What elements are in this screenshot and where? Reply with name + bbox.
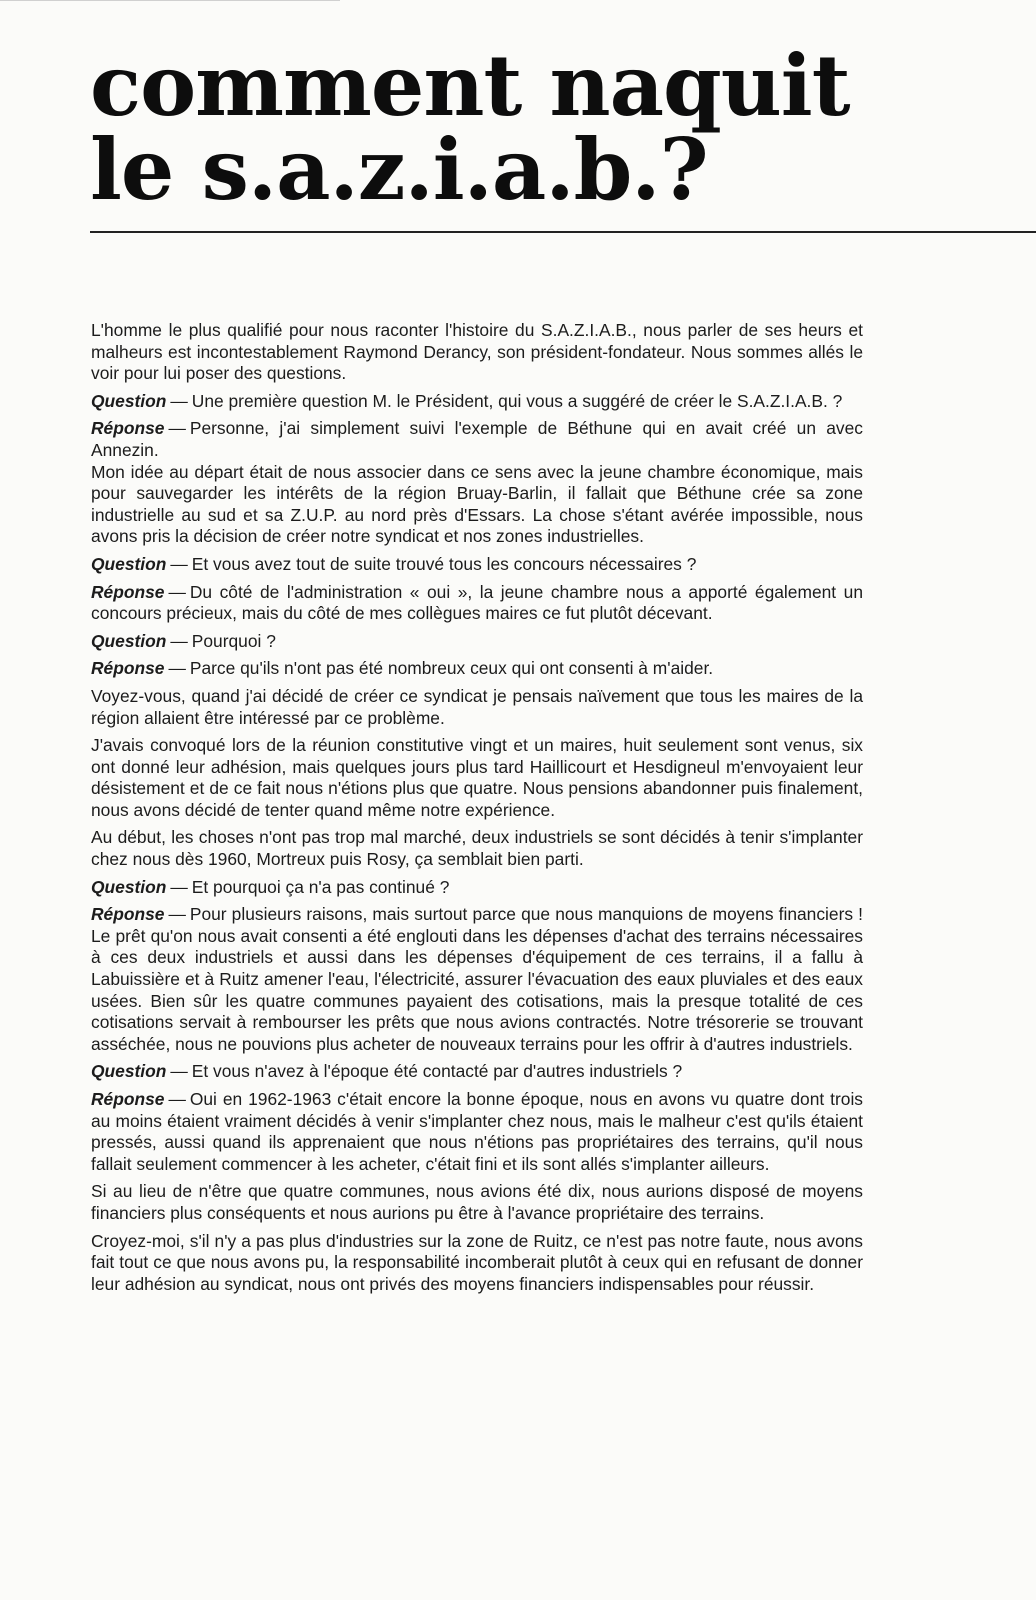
em-dash: — <box>168 1089 186 1109</box>
paragraph-text: Oui en 1962-1963 c'était encore la bonne époque, nous en avons vu quatre dont trois au moins étaient vraiment décidés à venir s'implanter chez nous, mais le malheur c'est qu'ils étaient pressés, aussi quand ils apprenaient que nous n'étions pas propriétaires des terrains, qu'il nous fallait seulement commencer à les acheter, c'était fini et ils sont allés s'implanter ailleurs. <box>91 1089 863 1174</box>
paragraph-text: J'avais convoqué lors de la réunion constitutive vingt et un maires, huit seulement sont venus, six ont donné leur adhésion, mais quelques jours plus tard Haillicourt et Hesdigneul m'envoyaient leur désistement et de ce fait nous n'étions plus que quatre. Nous pensions abandonner puis finalement, nous avons décidé de tenter quand même notre expérience. <box>91 735 863 820</box>
question-label: Question <box>91 553 167 574</box>
paragraph-text: Et pourquoi ça n'a pas continué ? <box>191 876 450 897</box>
paragraph-text: L'homme le plus qualifié pour nous raconter l'histoire du S.A.Z.I.A.B., nous parler de ses heurs et malheurs est incontestablement Raymond Derancy, son président-fondateur. Nous sommes allés le voir pour lui poser des questions. <box>91 320 863 384</box>
paragraph-text: Du côté de l'administration « oui », la jeune chambre nous a apporté également un concours précieux, mais du côté de mes collègues maires ce fut plutôt décevant. <box>91 581 863 624</box>
title-line-1: comment naquit <box>90 36 850 135</box>
question-paragraph <box>91 1061 863 1083</box>
question-label: Question <box>91 630 167 651</box>
title-line-2: le s.a.z.i.a.b.? <box>90 120 708 219</box>
answer-paragraph <box>91 904 863 1055</box>
answer-paragraph <box>91 1089 863 1175</box>
answer-paragraph <box>91 658 863 680</box>
answer-label: Réponse <box>91 904 165 925</box>
em-dash: — <box>168 581 186 602</box>
paragraph-text: Et vous avez tout de suite trouvé tous les concours nécessaires ? <box>191 553 697 574</box>
question-paragraph <box>91 877 863 899</box>
title-divider <box>90 231 1036 233</box>
body-paragraph <box>91 1181 863 1224</box>
answer-label: Réponse <box>91 658 165 679</box>
paragraph-text: Si au lieu de n'être que quatre communes, nous avions été dix, nous aurions disposé de moyens financiers plus conséquents et nous aurions pu être à l'avance propriétaire des terrains. <box>91 1181 863 1223</box>
answer-label: Réponse <box>91 581 165 602</box>
em-dash: — <box>170 390 188 411</box>
body-paragraph <box>91 320 863 385</box>
paragraph-text: Pourquoi ? <box>191 630 276 651</box>
interview-article <box>91 320 863 1301</box>
question-label: Question <box>91 876 167 897</box>
body-paragraph <box>91 462 863 548</box>
em-dash: — <box>170 876 188 897</box>
page-title <box>90 36 850 219</box>
body-paragraph <box>91 827 863 870</box>
answer-paragraph <box>91 418 863 461</box>
em-dash: — <box>168 904 186 925</box>
em-dash: — <box>168 418 186 439</box>
paragraph-text: Croyez-moi, s'il n'y a pas plus d'industries sur la zone de Ruitz, ce n'est pas notre faute, nous avons fait tout ce que nous avons pu, la responsabilité incomberait plutôt à ceux qui en refusant de donner leur adhésion au syndicat, nous ont privés des moyens financiers indispensables pour réussir. <box>91 1230 863 1294</box>
answer-label: Réponse <box>91 1089 165 1109</box>
paragraph-text: Personne, j'ai simplement suivi l'exemple de Béthune qui en avait créé un avec Annezin. <box>91 418 863 460</box>
paragraph-text: Mon idée au départ était de nous associer dans ce sens avec la jeune chambre économique, mais pour sauvegarder les intérêts de la région Bruay-Barlin, il fallait que Béthune crée sa zone industrielle au sud et sa Z.U.P. au nord près d'Essars. La chose s'étant avérée impossible, nous avons pris la décision de créer notre syndicat et nos zones industrielles. <box>91 461 863 547</box>
question-label: Question <box>91 390 167 411</box>
paragraph-text: Parce qu'ils n'ont pas été nombreux ceux qui ont consenti à m'aider. <box>189 658 714 679</box>
paragraph-text: Une première question M. le Président, qui vous a suggéré de créer le S.A.Z.I.A.B. ? <box>191 390 843 411</box>
question-paragraph <box>91 391 863 413</box>
em-dash: — <box>170 1061 188 1082</box>
answer-paragraph <box>91 582 863 625</box>
question-paragraph <box>91 631 863 653</box>
paragraph-text: Et vous n'avez à l'époque été contacté par d'autres industriels ? <box>191 1061 683 1082</box>
paragraph-text: Voyez-vous, quand j'ai décidé de créer ce syndicat je pensais naïvement que tous les maires de la région allaient être intéressé par ce problème. <box>91 685 863 728</box>
paragraph-text: Pour plusieurs raisons, mais surtout parce que nous manquions de moyens financiers ! Le prêt qu'on nous avait consenti a été englouti dans les dépenses d'achat des terrains nécessaires à ces deux industriels et aussi dans les dépenses d'équipement de ces terrains, il a fallu à Labuissière et à Ruitz amener l'eau, l'électricité, assurer l'évacuation des eaux pluviales et des eaux usées. Bien sûr les quatre communes payaient des cotisations, mais la presque totalité de ces cotisations servait à rembourser les prêts que nous avions contractés. Notre trésorerie se trouvant asséchée, nous ne pouvions plus acheter de nouveaux terrains pour les offrir à d'autres industriels. <box>91 904 863 1054</box>
body-paragraph <box>91 1231 863 1296</box>
answer-label: Réponse <box>91 418 165 439</box>
body-paragraph <box>91 686 863 729</box>
em-dash: — <box>170 553 188 574</box>
question-label: Question <box>91 1061 167 1082</box>
paragraph-text: Au début, les choses n'ont pas trop mal marché, deux industriels se sont décidés à tenir s'implanter chez nous dès 1960, Mortreux puis Rosy, ça semblait bien parti. <box>91 827 863 870</box>
question-paragraph <box>91 554 863 576</box>
scan-edge-line <box>0 0 340 1</box>
body-paragraph <box>91 735 863 821</box>
em-dash: — <box>168 658 186 679</box>
em-dash: — <box>170 630 188 651</box>
